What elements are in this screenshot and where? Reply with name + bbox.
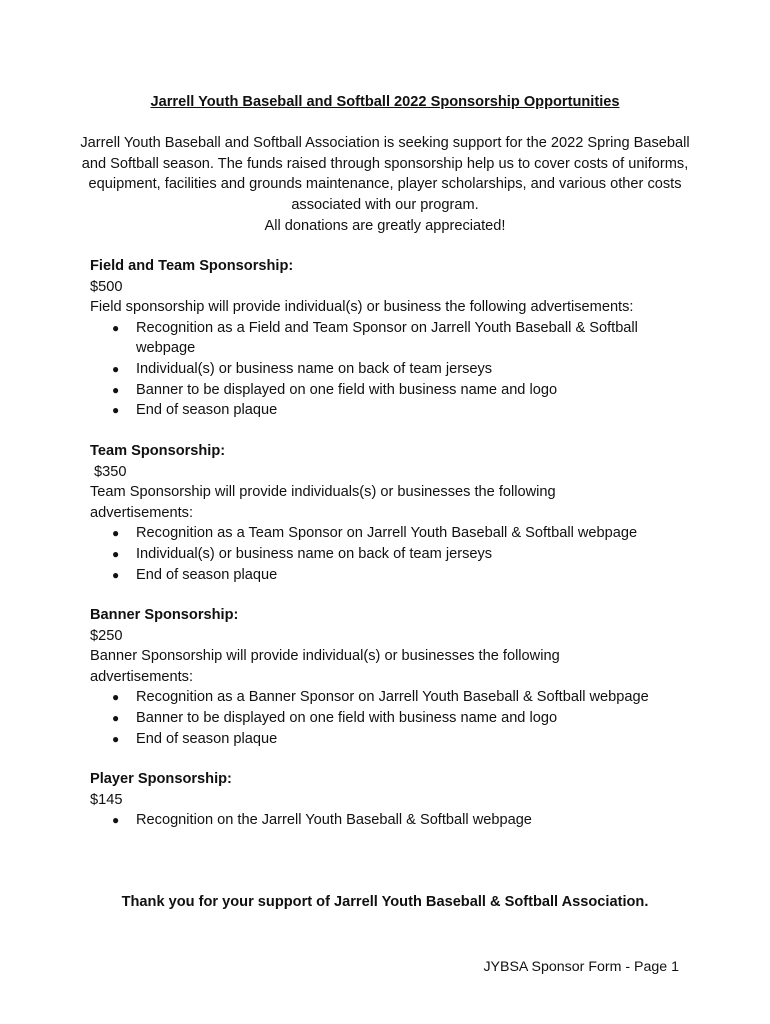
list-item: ● Recognition as a Field and Team Sponsor on Jarrell Youth Baseball & Softball webpage [90, 318, 690, 359]
section-price: $145 [90, 791, 123, 808]
list-item: ● Individual(s) or business name on back of team jerseys [90, 359, 690, 380]
section-heading: Banner Sponsorship: [90, 607, 239, 623]
section-description: Team Sponsorship will provide individuals(s) or businesses the following advertisements: [90, 484, 556, 521]
list-item: ● Individual(s) or business name on back of team jerseys [90, 544, 690, 565]
section-field-and-team-sponsorship [90, 256, 690, 421]
section-heading: Field and Team Sponsorship: [90, 258, 294, 274]
section-heading: Team Sponsorship: [90, 443, 226, 459]
section-price: $250 [90, 627, 123, 644]
page-footer: JYBSA Sponsor Form - Page 1 [483, 959, 679, 975]
section-banner-sponsorship [90, 605, 690, 749]
section-heading: Player Sponsorship: [90, 771, 232, 787]
list-item: ● Recognition as a Banner Sponsor on Jarrell Youth Baseball & Softball webpage [90, 687, 690, 708]
intro-block [80, 133, 690, 237]
section-price: $350 [90, 463, 127, 480]
thank-you-note: Thank you for your support of Jarrell Youth Baseball & Softball Association. [121, 894, 649, 910]
section-team-sponsorship [90, 441, 690, 585]
section-price: $500 [90, 278, 123, 295]
list-item: ● Recognition on the Jarrell Youth Baseball & Softball webpage [90, 810, 690, 831]
list-item: ● Recognition as a Team Sponsor on Jarrell Youth Baseball & Softball webpage [90, 523, 690, 544]
section-description: Banner Sponsorship will provide individual(s) or businesses the following advertisements: [90, 648, 560, 685]
list-item: ● End of season plaque [90, 565, 690, 586]
benefits-list [90, 318, 690, 421]
benefits-list [90, 687, 690, 749]
intro-paragraph: Jarrell Youth Baseball and Softball Association is seeking support for the 2022 Spring Baseball and Softball season. The funds raised through sponsorship help us to cover costs of uniforms, equipment, facilities and grounds maintenance, player scholarships, and various other costs associated with our program. [80, 135, 690, 214]
list-item: ● Banner to be displayed on one field with business name and logo [90, 708, 690, 729]
section-player-sponsorship [90, 769, 690, 831]
benefits-list [90, 523, 690, 585]
list-item: ● Banner to be displayed on one field with business name and logo [90, 380, 690, 401]
list-item: ● End of season plaque [90, 400, 690, 421]
list-item: ● End of season plaque [90, 729, 690, 750]
section-description: Field sponsorship will provide individual(s) or business the following advertisements: [90, 299, 634, 316]
intro-closing: All donations are greatly appreciated! [264, 217, 506, 234]
document-title: Jarrell Youth Baseball and Softball 2022 Sponsorship Opportunities [150, 94, 620, 110]
benefits-list [90, 810, 690, 831]
